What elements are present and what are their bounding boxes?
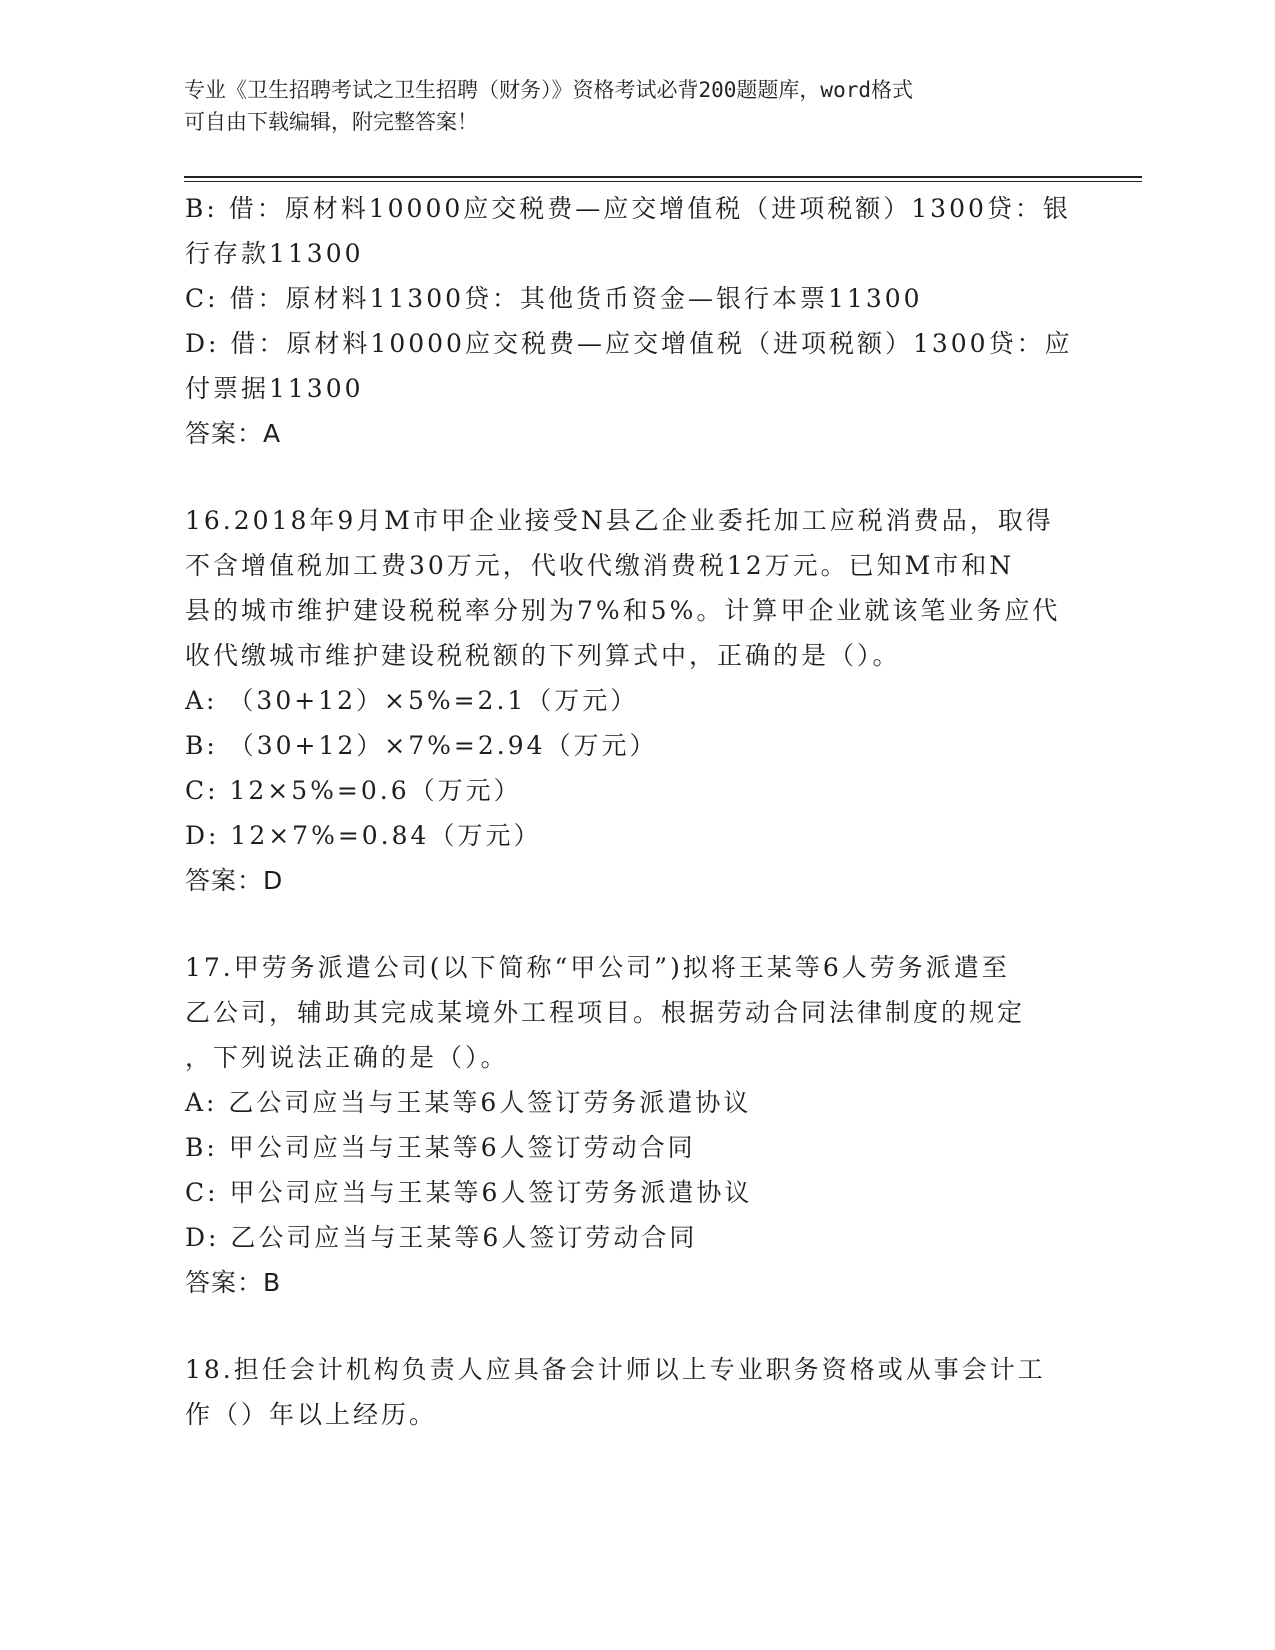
question-15-tail [185, 186, 1085, 456]
question-16-stem-line-1: 16.2018年9月M市甲企业接受N县乙企业委托加工应税消费品，取得 [185, 506, 1054, 535]
question-16-stem-line-3: 县的城市维护建设税税率分别为7%和5%。计算甲企业就该笔业务应代 [185, 596, 1061, 625]
answer-15: 答案：A [185, 419, 282, 448]
question-16-stem-line-4: 收代缴城市维护建设税税额的下列算式中，正确的是（）。 [185, 641, 901, 670]
question-17 [185, 945, 1085, 1305]
option-b-line-2: 行存款11300 [185, 239, 364, 268]
answer-16: 答案：D [185, 866, 284, 895]
option-d-line-2: 付票据11300 [185, 374, 364, 403]
spacer [185, 1305, 1085, 1347]
spacer [185, 456, 1085, 498]
header-line-1: 专业《卫生招聘考试之卫生招聘（财务）》资格考试必背200题题库，word格式 [184, 78, 913, 102]
question-16 [185, 498, 1085, 903]
option-c-line-1: C: 借：原材料11300贷：其他货币资金—银行本票11300 [185, 284, 923, 313]
question-16-option-b: B: （30+12）×7%=2.94（万元） [185, 731, 658, 760]
header-divider-thin [184, 181, 1142, 182]
page-header [184, 74, 1084, 138]
question-17-option-d: D: 乙公司应当与王某等6人签订劳动合同 [185, 1223, 698, 1252]
question-17-stem-line-3: ，下列说法正确的是（）。 [185, 1043, 509, 1072]
spacer [185, 903, 1085, 945]
question-18-stem-line-2: 作（）年以上经历。 [185, 1400, 438, 1429]
question-17-option-b: B: 甲公司应当与王某等6人签订劳动合同 [185, 1133, 696, 1162]
question-16-option-c: C: 12×5%=0.6（万元） [185, 776, 522, 805]
question-18-stem-line-1: 18.担任会计机构负责人应具备会计师以上专业职务资格或从事会计工 [185, 1355, 1046, 1384]
question-17-option-a: A: 乙公司应当与王某等6人签订劳务派遣协议 [185, 1088, 752, 1117]
question-content [185, 186, 1085, 1437]
header-line-2: 可自由下载编辑，附完整答案！ [184, 110, 478, 134]
question-16-option-a: A: （30+12）×5%=2.1（万元） [185, 686, 639, 715]
question-17-stem-line-1: 17.甲劳务派遣公司(以下简称“甲公司”)拟将王某等6人劳务派遣至 [185, 953, 1010, 982]
question-16-option-d: D: 12×7%=0.84（万元） [185, 821, 542, 850]
option-d-line-1: D: 借：原材料10000应交税费—应交增值税（进项税额）1300贷：应 [185, 329, 1073, 358]
question-16-stem-line-2: 不含增值税加工费30万元，代收代缴消费税12万元。已知M市和N [185, 551, 1015, 580]
question-18 [185, 1347, 1085, 1437]
question-17-option-c: C: 甲公司应当与王某等6人签订劳务派遣协议 [185, 1178, 753, 1207]
option-b-line-1: B: 借：原材料10000应交税费—应交增值税（进项税额）1300贷：银 [185, 194, 1071, 223]
question-17-stem-line-2: 乙公司，辅助其完成某境外工程项目。根据劳动合同法律制度的规定 [185, 998, 1026, 1027]
answer-17: 答案：B [185, 1268, 282, 1297]
header-divider-thick [184, 176, 1142, 178]
